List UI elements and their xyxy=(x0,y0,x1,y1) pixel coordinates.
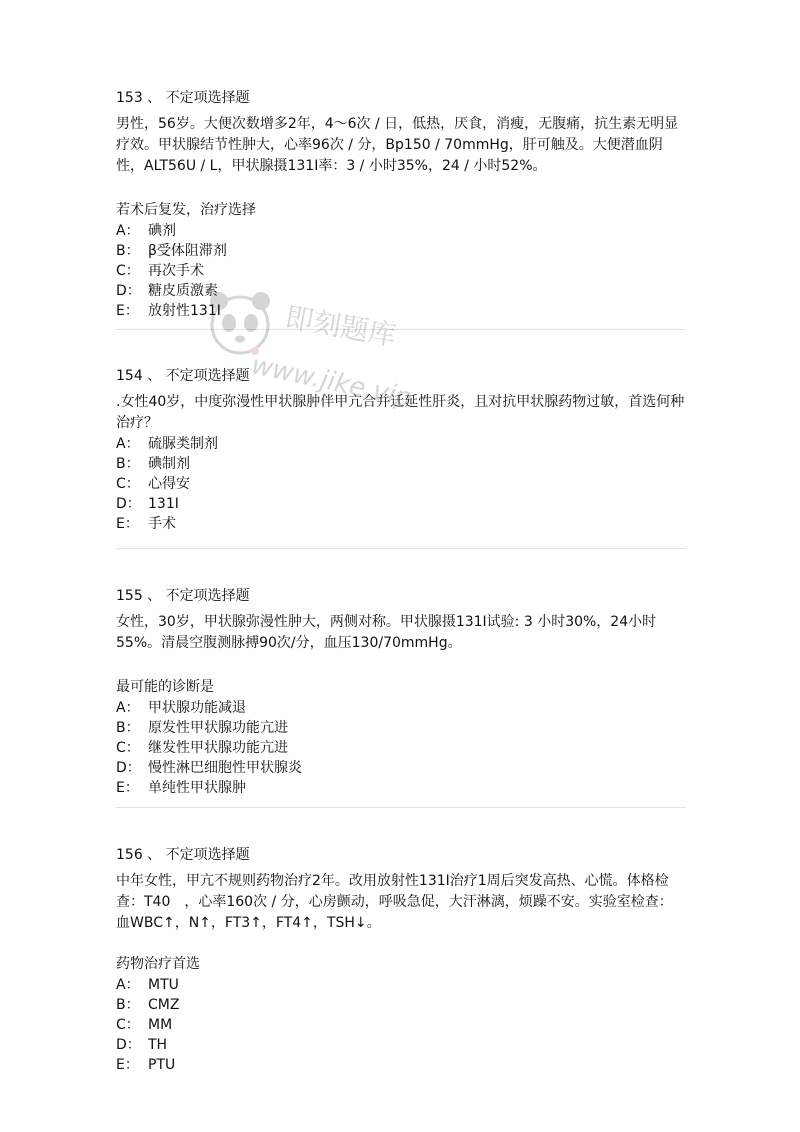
option-b[interactable]: B： β受体阻滞剂 xyxy=(116,243,227,259)
option-a[interactable]: A： 碘剂 xyxy=(116,223,176,239)
option-d[interactable]: D： 131I xyxy=(116,496,179,512)
question-stem: 男性，56岁。大便次数增多2年，4～6次 / 日，低热，厌食，消瘦，无腹痛，抗生素无明显疗效。甲状腺结节性肿大，心率96次 / 分，Bp150 / 70mmHg，肝可触及。大便潜血阴性，ALT56U / L，甲状腺摄131I率：3 / 小时35%，24 / 小时52%。 xyxy=(116,116,679,174)
option-d[interactable]: D： TH xyxy=(116,1037,168,1053)
divider xyxy=(116,807,686,808)
question-header: 153 、 不定项选择题 xyxy=(116,90,250,106)
option-c[interactable]: C： 再次手术 xyxy=(116,263,204,279)
divider xyxy=(116,329,686,330)
question-header: 155 、 不定项选择题 xyxy=(116,588,250,604)
option-e[interactable]: E： 手术 xyxy=(116,516,176,532)
option-a[interactable]: A： MTU xyxy=(116,977,179,993)
question-153 xyxy=(116,88,686,321)
option-d[interactable]: D： 糖皮质激素 xyxy=(116,283,218,299)
question-stem: .女性40岁，中度弥漫性甲状腺肿伴甲亢合并迁延性肝炎，且对抗甲状腺药物过敏，首选何种治疗？ xyxy=(116,394,685,431)
option-a[interactable]: A： 甲状腺功能减退 xyxy=(116,700,246,716)
divider xyxy=(116,548,686,549)
option-c[interactable]: C： 继发性甲状腺功能亢进 xyxy=(116,740,288,756)
option-e[interactable]: E： 单纯性甲状腺肿 xyxy=(116,780,246,796)
watermark-url: www.jike.vip xyxy=(248,350,415,414)
question-156 xyxy=(116,845,686,1075)
question-stem: 中年女性，甲亢不规则药物治疗2年。改用放射性131I治疗1周后突发高热、心慌。体格检查：T40 ，心率160次 / 分，心房颤动，呼吸急促，大汗淋漓，烦躁不安。实验室检查：血WBC↑，N↑，FT3↑，FT4↑，TSH↓。 xyxy=(116,873,673,931)
question-sub-prompt: 若术后复发，治疗选择 xyxy=(116,202,256,218)
question-header: 154 、 不定项选择题 xyxy=(116,368,250,384)
watermark-text: 即刻题库 xyxy=(282,300,399,353)
option-d[interactable]: D： 慢性淋巴细胞性甲状腺炎 xyxy=(116,760,302,776)
question-sub-prompt: 药物治疗首选 xyxy=(116,956,200,972)
question-155 xyxy=(116,586,686,798)
option-e[interactable]: E： 放射性131I xyxy=(116,303,221,319)
option-b[interactable]: B： 原发性甲状腺功能亢进 xyxy=(116,720,288,736)
question-header: 156 、 不定项选择题 xyxy=(116,847,250,863)
option-c[interactable]: C： MM xyxy=(116,1017,173,1033)
option-c[interactable]: C： 心得安 xyxy=(116,476,190,492)
option-b[interactable]: B： CMZ xyxy=(116,997,180,1013)
option-e[interactable]: E： PTU xyxy=(116,1057,176,1073)
question-154 xyxy=(116,366,686,534)
question-sub-prompt: 最可能的诊断是 xyxy=(116,679,214,695)
question-stem: 女性，30岁，甲状腺弥漫性肿大，两侧对称。甲状腺摄131I试验: 3 小时30%，24小时55%。清晨空腹测脉搏90次/分，血压130/70mmHg。 xyxy=(116,614,657,651)
option-a[interactable]: A： 硫脲类制剂 xyxy=(116,436,218,452)
option-b[interactable]: B： 碘制剂 xyxy=(116,456,190,472)
